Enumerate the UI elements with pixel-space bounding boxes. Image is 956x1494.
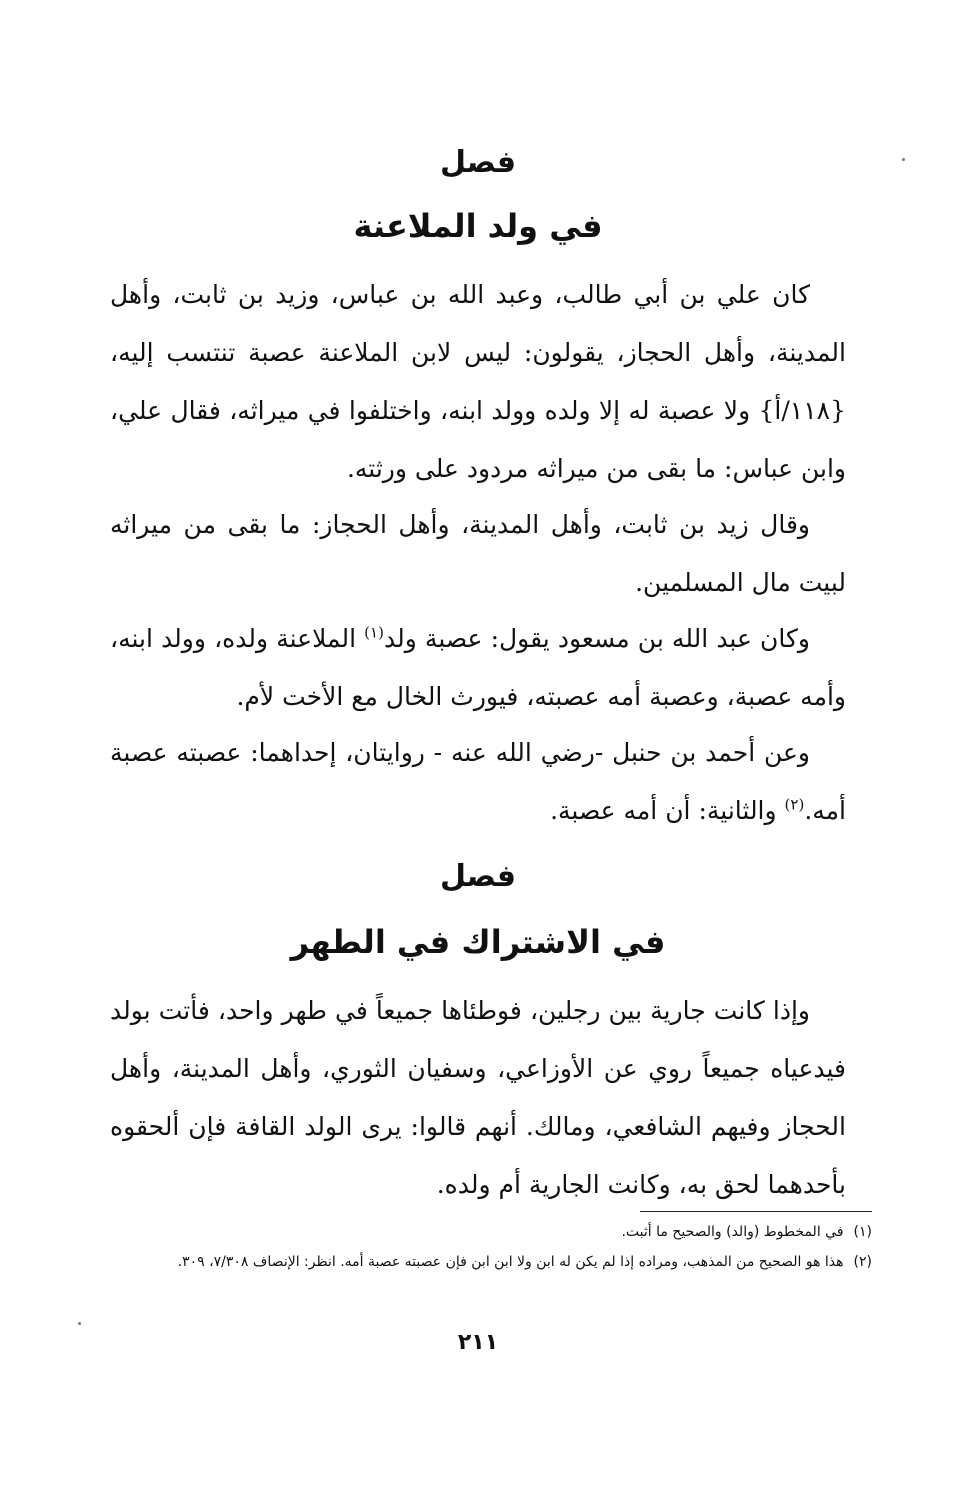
scan-speck bbox=[78, 1322, 81, 1325]
footnote-marker-2: (٢) bbox=[784, 795, 805, 814]
footnote-2-text: هذا هو الصحيح من المذهب، ومراده إذا لم يكن له ابن ولا ابن ابن فإن عصبته عصبة أمه. انظر: الإنصاف ٧/٣٠٨، ٣٠٩. bbox=[177, 1254, 844, 1270]
section-heading-fasl-2: فصل bbox=[440, 859, 516, 894]
paragraph-4 bbox=[110, 724, 846, 840]
footnote-2-number: (٢) bbox=[853, 1254, 872, 1270]
footnote-1 bbox=[110, 1220, 872, 1244]
paragraph-3-text-b: الملاعنة ولده، وولد ابنه، وأمه عصبة، وعصبة أمه عصبته، فيورث الخال مع الأخت لأم. bbox=[110, 624, 846, 711]
paragraph-1-text: كان علي بن أبي طالب، وعبد الله بن عباس، وزيد بن ثابت، وأهل المدينة، وأهل الحجاز، يقولون: ليس لابن الملاعنة عصبة تنتسب إليه، {١١٨/أ} ولا عصبة له إلا ولده وولد ابنه، واختلفوا في ميراثه، فقال علي، وابن عباس: ما بقى من ميراثه مردود على ورثته. bbox=[110, 280, 846, 483]
scan-speck bbox=[902, 158, 905, 161]
footnote-1-number: (١) bbox=[853, 1224, 872, 1240]
paragraph-2-text: وقال زيد بن ثابت، وأهل المدينة، وأهل الحجاز: ما بقى من ميراثه لبيت مال المسلمين. bbox=[110, 510, 846, 597]
paragraph-5-text: وإذا كانت جارية بين رجلين، فوطئاها جميعاً في طهر واحد، فأتت بولد فيدعياه جميعاً روي عن الأوزاعي، وسفيان الثوري، وأهل المدينة، وأهل الحجاز وفيهم الشافعي، ومالك. أنهم قالوا: يرى الولد القافة فإن ألحقوه بأحدهما لحق به، وكانت الجارية أم ولده. bbox=[110, 996, 846, 1199]
footnote-marker-1: (١) bbox=[364, 623, 384, 642]
footnote-2 bbox=[110, 1250, 872, 1274]
paragraph-5 bbox=[110, 982, 846, 1214]
paragraph-4-text-a: وعن أحمد بن حنبل -رضي الله عنه - روايتان، إحداهما: عصبته عصبة أمه. bbox=[110, 738, 846, 825]
paragraph-4-text-b: والثانية: أن أمه عصبة. bbox=[550, 796, 785, 825]
paragraph-1 bbox=[110, 266, 846, 498]
section-heading-fasl-1: فصل bbox=[440, 145, 516, 180]
section-title-2: في الاشتراك في الطهر bbox=[290, 923, 666, 961]
footnote-separator bbox=[640, 1211, 872, 1212]
footnote-1-text: في المخطوط (والد) والصحيح ما أثبت. bbox=[621, 1224, 844, 1240]
paragraph-3-text-a: وكان عبد الله بن مسعود يقول: عصبة ولد bbox=[383, 624, 810, 653]
section-title-1: في ولد الملاعنة bbox=[353, 207, 603, 245]
paragraph-3 bbox=[110, 610, 846, 726]
paragraph-2 bbox=[110, 496, 846, 612]
page-number: ٢١١ bbox=[457, 1330, 499, 1355]
